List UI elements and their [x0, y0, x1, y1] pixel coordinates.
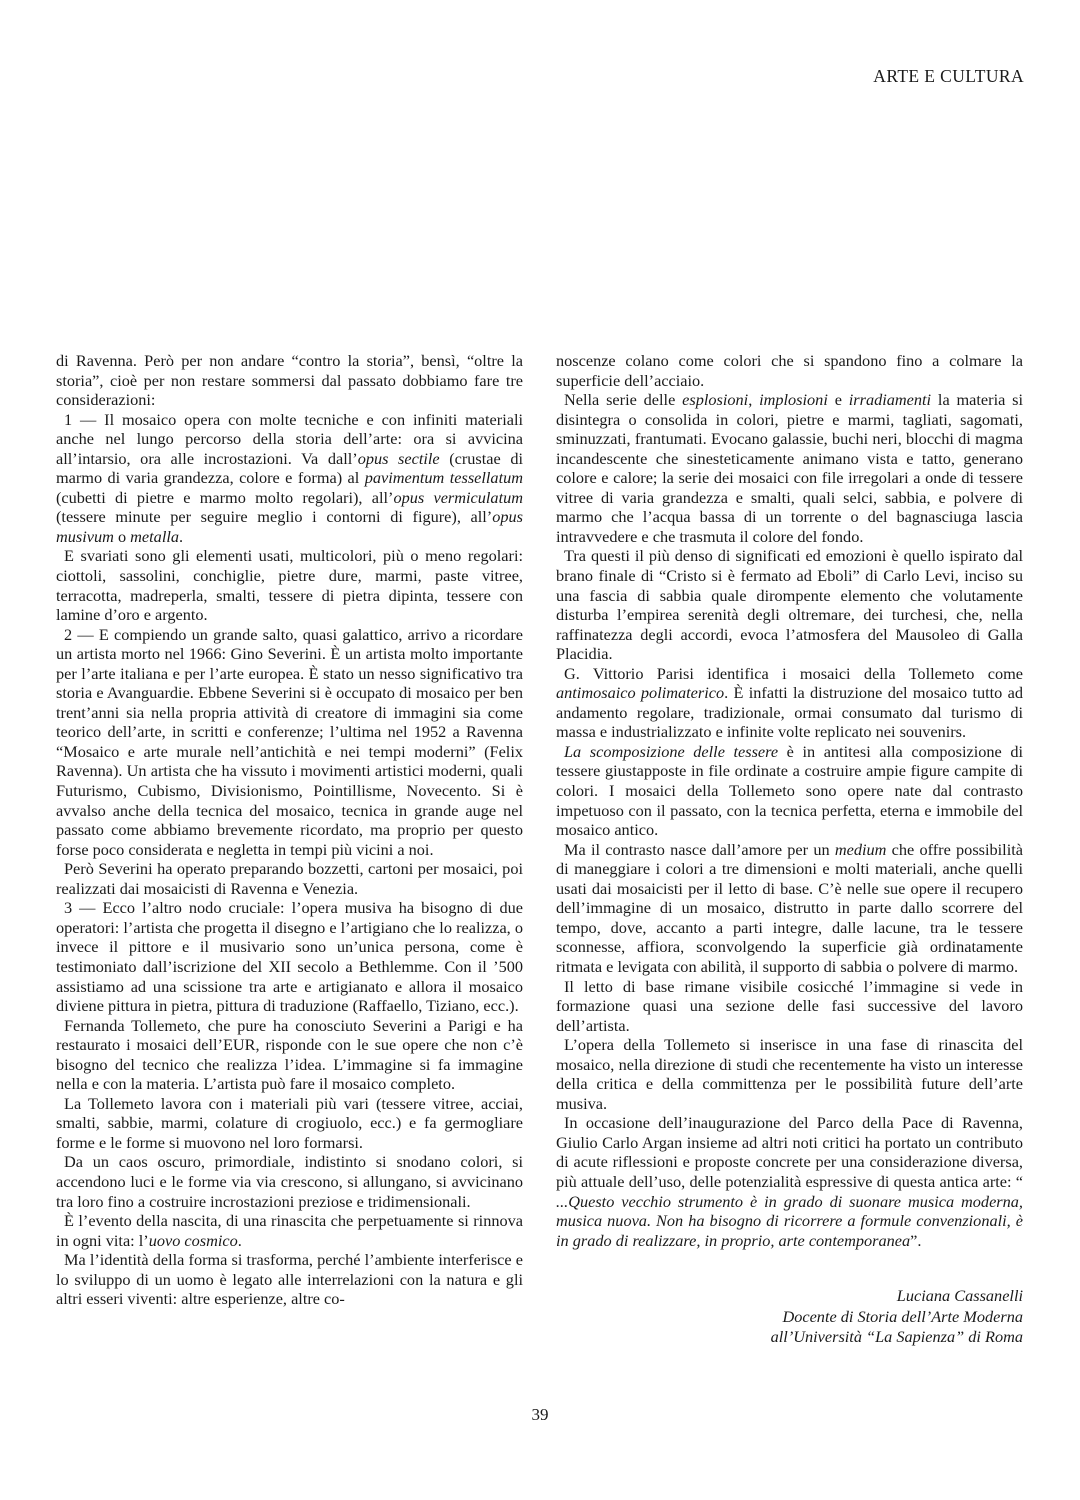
page-number: 39 — [531, 1405, 549, 1424]
text-run: In occasione dell’inaugurazione del Parco della Pace di Ravenna, Giulio Carlo Argan insieme ad altri noti critici ha portato un contributo di acute riflessioni e proposte concrete per una considerazione diversa, più attuale dell’uso, delle potenzialità espressive di questa antica arte: “ — [556, 1113, 1023, 1191]
paragraph: Tra questi il più denso di significati ed emozioni è quello ispirato dal brano finale di “Cristo si è fermato ad Eboli” di Carlo Levi, inciso su una fascia di sabbia quale dirompente elemento che volutamente disturba l’empirea serenità degli oltremare, dei turchesi, che, nella raffinatezza degli accordi, evoca l’atmosfera del Mausoleo di Galla Placidia. — [556, 546, 1023, 664]
italic-term: irradiamenti — [848, 390, 932, 410]
italic-term: esplosioni — [682, 390, 749, 410]
text-run: . — [179, 526, 184, 546]
text-run: (tessere minute per seguire meglio i contorni di figure), all’ — [56, 507, 493, 527]
paragraph — [56, 1211, 523, 1250]
text-run: è in antitesi alla composizione di tessere giustapposte in file ordinate a costruire ampie figure campite di colori. I mosaici della Tollemeto sono opere nate dal contrasto impetuoso con il passato, con la tecnica perfetta, eterna e immobile del mosaico antico. — [556, 741, 1023, 840]
text-run: (crustae di marmo di varia grandezza, colore e forma) al — [56, 448, 523, 488]
author-role: Docente di Storia dell’Arte Moderna — [782, 1306, 1023, 1326]
paragraph — [556, 840, 1023, 977]
paragraph — [556, 664, 1023, 742]
paragraph: La Tollemeto lavora con i materiali più vari (tessere vitree, acciai, smalti, sabbie, marmi, colature di crogiuolo, ecc.) e fa germogliare forme e le forme si muovono nel loro formarsi. — [56, 1093, 523, 1152]
text-run: G. Vittorio Parisi identifica i mosaici della Tollemeto come — [564, 663, 1023, 683]
text-run: (cubetti di pietre e marmo molto regolari), all’ — [56, 487, 394, 507]
italic-term: opus musivum — [56, 507, 523, 546]
paragraph: noscenze colano come colori che si spandono fino a colmare la superficie dell’acciaio. — [556, 351, 1023, 390]
text-run: . È infatti la distruzione del mosaico tutto ad andamento regolare, tradizionale, ormai consumato dal turismo di massa e industrializzato e infinite volte replicato nei souvenirs. — [556, 683, 1024, 742]
italic-term: uovo cosmico — [148, 1230, 238, 1250]
author-name: Luciana Cassanelli — [896, 1286, 1023, 1306]
italic-term: La scomposizione delle tessere — [564, 741, 779, 761]
text-run: 1 — Il mosaico opera con molte tecniche e con infiniti materiali anche nel lungo percorso della storia dell’arte: ora si avvicina all’intarsio, ora alle incrostazioni. Va dall’ — [56, 409, 523, 468]
text-run: , — [748, 390, 760, 410]
paragraph: 2 — E compiendo un grande salto, quasi galattico, arrivo a ricordare un artista morto nel 1966: Gino Severini. È un artista molto importante per l’arte italiana e per l’arte europea. È stato un nesso significativo tra storia e Avanguardie. Ebbene Severini si è occupato di mosaico per ben trent’anni sia nella propria attività di creatore di immagini sia come teorico dell’arte, in scritti e conferenze; l’ultima nel 1952 a Ravenna “Mosaico e arte murale nell’antichità e nei tempi moderni” (Felix Ravenna). Un artista che ha vissuto i movimenti artistici moderni, quali Futurismo, Cubismo, Divisionismo, Pointillisme, Novecento. Si è avvalso anche della tecnica del mosaico, tecnica in grande auge nel passato come abbiamo brevemente ricordato, ma proprio per questo forse poco considerata e negletta in tempi più vicini a noi. — [56, 624, 523, 859]
paragraph: L’opera della Tollemeto si inserisce in una fase di rinascita del mosaico, nella direzione di studi che recentemente ha visto un interesse della critica e della committenza per le possibilità future dell’arte musiva. — [556, 1035, 1023, 1113]
paragraph — [556, 742, 1023, 840]
paragraph: E svariati sono gli elementi usati, multicolori, più o meno regolari: ciottoli, sassolini, conchiglie, pietre dure, marmi, paste vitree, terracotta, madreperla, smalti, tessere di pietra dipinta, tessere con lamine d’oro e argento. — [56, 546, 523, 625]
italic-quote: ...Questo vecchio strumento è in grado di suonare musica moderna, musica nuova. Non ha bisogno di ricorrere a formule convenzionali, è in grado di realizzare, in proprio, arte contemporanea — [556, 1191, 1023, 1250]
text-run: . — [237, 1230, 242, 1250]
paragraph: di Ravenna. Però per non andare “contro la storia”, bensì, “oltre la storia”, cioè per non restare sommersi dal passato dobbiamo fare tre considerazioni: — [56, 351, 523, 410]
paragraph: Ma l’identità della forma si trasforma, perché l’ambiente interferisce e lo sviluppo di un uomo è legato alle interrelazioni con la natura e gli altri esseri viventi: altre esperienze, altre co- — [56, 1250, 523, 1309]
text-run: Ma il contrasto nasce dall’amore per un — [564, 839, 835, 859]
author-signature — [556, 1286, 1023, 1348]
paragraph: Il letto di base rimane visibile cosicché l’immagine si vede in formazione quasi una sezione delle fasi successive del lavoro dell’artista. — [556, 976, 1023, 1035]
italic-term: medium — [834, 839, 887, 859]
right-column — [556, 351, 1023, 1348]
paragraph: Da un caos oscuro, primordiale, indistinto si snodano colori, si accendono luci e le forme via via crescono, si allungano, si avvicinano tra loro fino a costruire incrostazioni preziose e tridimensionali. — [56, 1152, 523, 1211]
paragraph — [56, 410, 523, 547]
paragraph: Fernanda Tollemeto, che pure ha conosciuto Severini a Parigi e ha restaurato i mosaici dell’EUR, risponde con le sue opere che non c’è bisogno del tecnico che realizza l’idea. L’immagine si fa immagine nella e con la materia. L’artista può fare il mosaico completo. — [56, 1015, 523, 1094]
text-run: la materia si disintegra o consolida in colori, pietre e marmi, tagliati, sagomati, sminuzzati, frantumati. Evocano galassie, buchi neri, blocchi di magma incandescente che sinesteticamente animano vista e tatto, generano colore e calore; la serie dei mosaici con file irregolari a onde di tessere vitree di varia grandezza e smalti, quali selci, sabbia, e polvere di marmo che l’acqua bassa di un torrente o del bagnasciuga lascia intravvedere e che trasmuta il colore del fondo. — [556, 390, 1024, 546]
italic-term: antimosaico polimaterico — [556, 683, 725, 703]
paragraph: 3 — Ecco l’altro nodo cruciale: l’opera musiva ha bisogno di due operatori: l’artista che progetta il disegno e l’artigiano che lo realizza, o invece il pittore e il musivario sono un’unica persona, come è testimoniato dall’iscrizione del XII secolo a Bethlemme. Con il ’500 assistiamo ad una scissione tra arte e artigianato e allora il mosaico diviene pittura in pietra, pittura di traduzione (Raffaello, Tiziano, ecc.). — [56, 898, 523, 1016]
text-run: È l’evento della nascita, di una rinascita che perpetuamente si rinnova in ogni vita: l’ — [56, 1211, 523, 1250]
paragraph — [556, 390, 1023, 546]
text-run: che offre possibilità di maneggiare i colori a tre dimensioni e molti materiali, anche quelli usati dai mosaicisti per il letto di base. C’è nelle sue opere il recupero dell’immagine di un mosaico, distrutto in parte dallo scorrere del tempo, dove, accanto a parti integre, dalle lacune, tra le tessere sconnesse, affiora, sconvolgendo la superficie già ordinatamente ritmata e levigata con abilità, il supporto di sabbia o polvere di marmo. — [556, 839, 1023, 976]
author-affiliation: all’Università “La Sapienza” di Roma — [770, 1327, 1023, 1347]
italic-term: pavimentum tessellatum — [364, 468, 523, 488]
running-header: ARTE E CULTURA — [873, 66, 1024, 86]
paragraph — [556, 1113, 1023, 1250]
paragraph: Però Severini ha operato preparando bozzetti, cartoni per mosaici, poi realizzati dai mosaicisti di Ravenna e Venezia. — [56, 859, 523, 898]
italic-term: opus vermiculatum — [393, 487, 523, 507]
left-column — [56, 351, 523, 1309]
text-run: e — [827, 390, 849, 410]
text-run: ”. — [910, 1230, 922, 1250]
italic-term: implosioni — [759, 390, 828, 410]
italic-term: metalla — [130, 526, 180, 546]
text-run: o — [113, 526, 131, 546]
italic-term: opus sectile — [357, 448, 440, 468]
text-run: Nella serie delle — [564, 390, 683, 410]
